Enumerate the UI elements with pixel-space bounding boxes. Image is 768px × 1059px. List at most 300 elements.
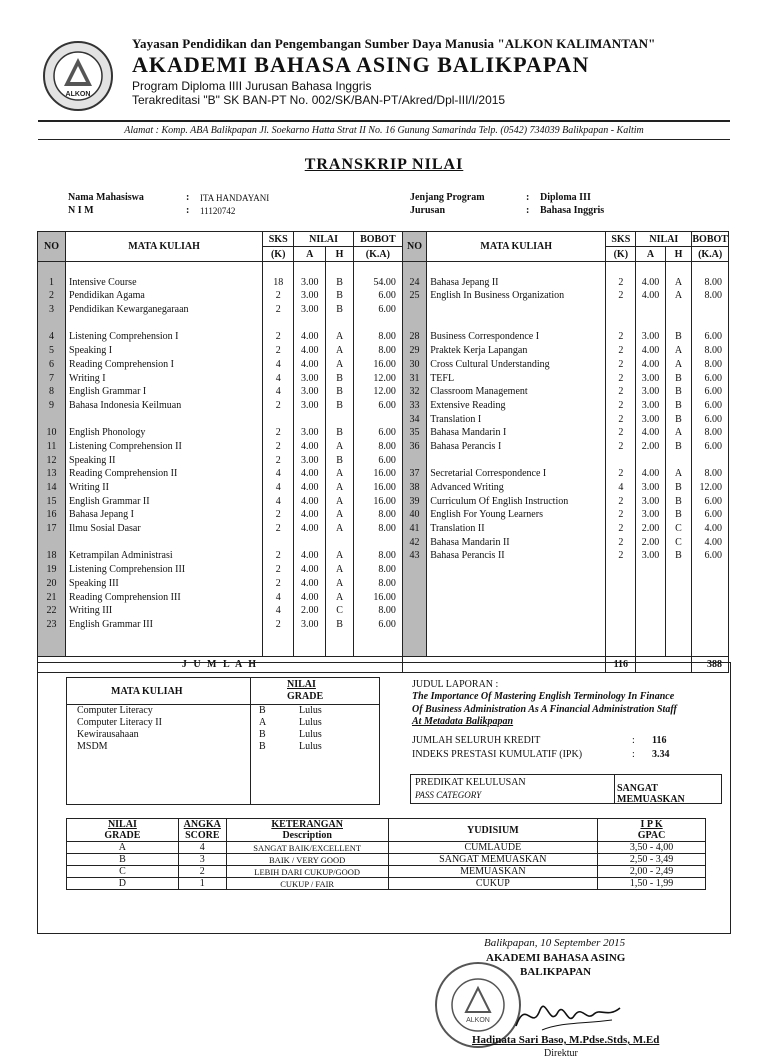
course-name: Listening Comprehension I — [69, 331, 179, 343]
gpac-subheader: GPAC — [637, 830, 666, 841]
row-spacer — [692, 262, 728, 276]
course-grade-point — [636, 303, 664, 317]
course-sks: 2 — [618, 509, 624, 521]
major-label: Jurusan — [410, 205, 446, 216]
course-no: 11 — [46, 440, 57, 452]
gpa-value: 3.34 — [652, 749, 670, 760]
grade-scale-table — [66, 818, 706, 890]
extra-course-row — [67, 729, 379, 741]
predicate-label: PREDIKAT KELULUSAN — [415, 777, 526, 788]
grade-scale-desc: SANGAT BAIK/EXCELLENT — [226, 842, 388, 854]
course-letter-grade: A — [335, 345, 344, 357]
course-grade-point: 4.00 — [301, 591, 319, 603]
stamp-line-2: BALIKPAPAN — [520, 966, 592, 978]
extra-course-row — [67, 717, 379, 729]
row-spacer — [606, 262, 635, 276]
col-sks-sub: (K) — [263, 247, 294, 262]
course-letter-grade: A — [674, 358, 683, 370]
col-course: MATA KULIAH — [427, 232, 606, 262]
course-weight: 6.00 — [378, 618, 396, 630]
course-no: 14 — [46, 482, 57, 493]
course-name: Bahasa Jepang I — [69, 509, 135, 521]
extra-course-header: MATA KULIAH — [111, 686, 183, 697]
course-name: English In Business Organization — [430, 290, 565, 302]
course-no: 28 — [409, 331, 420, 343]
course-grade-point: 3.00 — [641, 399, 660, 411]
course-name — [66, 413, 262, 427]
extra-course-name: MSDM — [77, 741, 108, 752]
place-date: Balikpapan, 10 September 2015 — [484, 937, 626, 949]
course-name — [427, 317, 605, 331]
extra-nilai-header: NILAI — [287, 679, 316, 690]
course-letter-grade: C — [675, 536, 682, 548]
course-name: Advanced Writing — [430, 482, 504, 493]
course-no: 36 — [409, 440, 420, 452]
course-grade-point: 2.00 — [301, 605, 319, 617]
program-level: Diploma III — [540, 192, 591, 203]
course-sks: 4 — [275, 591, 281, 603]
course-letter-grade: C — [675, 523, 682, 535]
course-weight: 12.00 — [699, 482, 722, 493]
course-name: Bahasa Perancis II — [430, 550, 505, 562]
course-no: 13 — [46, 468, 57, 480]
col-a: A — [294, 247, 326, 262]
program-level-label: Jenjang Program — [410, 192, 485, 203]
colon: : — [526, 205, 530, 216]
course-sks: 2 — [275, 440, 281, 452]
course-weight: 12.00 — [373, 372, 396, 384]
predicate-box — [410, 774, 722, 804]
course-name: Reading Comprehension II — [69, 468, 178, 480]
course-no: 2 — [49, 290, 55, 302]
course-no: 41 — [409, 523, 420, 535]
course-sks: 2 — [618, 345, 624, 357]
course-weight: 8.00 — [378, 577, 396, 589]
course-name: English Grammar I — [69, 386, 147, 398]
divider — [614, 775, 615, 803]
course-grade-point — [636, 454, 664, 468]
course-no: 38 — [409, 482, 420, 493]
row-spacer — [326, 262, 353, 276]
predicate-sublabel: PASS CATEGORY — [415, 790, 482, 800]
course-weight: 8.00 — [378, 523, 396, 535]
right-a-column — [636, 262, 665, 657]
col-sks: SKS — [606, 232, 636, 247]
course-grade-point: 4.00 — [301, 440, 319, 452]
extra-grade-header: GRADE — [287, 691, 324, 702]
course-letter-grade: B — [336, 290, 343, 302]
ipk-title: I P K — [640, 819, 663, 830]
course-weight: 8.00 — [704, 427, 722, 439]
extra-course-result: Lulus — [299, 741, 322, 752]
course-no: 30 — [409, 358, 420, 370]
director-position: Direktur — [544, 1048, 578, 1059]
predicate-value: SANGAT MEMUASKAN — [617, 783, 685, 805]
course-no: 1 — [49, 276, 55, 288]
course-no: 22 — [46, 605, 57, 617]
course-no: 23 — [46, 618, 57, 630]
course-weight: 6.00 — [704, 495, 722, 507]
report-title-line: The Importance Of Mastering English Terminology In Finance — [412, 691, 675, 702]
course-no: 15 — [46, 495, 57, 507]
course-weight: 8.00 — [378, 550, 396, 562]
course-name: Classroom Management — [430, 386, 528, 398]
course-letter-grade: A — [335, 440, 344, 452]
course-sks: 2 — [618, 372, 624, 384]
course-name: Speaking I — [69, 345, 113, 357]
course-no: 39 — [409, 495, 420, 507]
course-sks: 2 — [618, 331, 624, 343]
extra-course-result: Lulus — [299, 717, 322, 728]
course-grade-point: 4.00 — [641, 276, 660, 288]
col-a: A — [636, 247, 665, 262]
grade-subheader: GRADE — [104, 830, 141, 841]
course-sks — [263, 317, 293, 331]
course-no — [38, 413, 65, 427]
course-grade-point: 4.00 — [301, 523, 319, 535]
course-grade-point: 3.00 — [301, 399, 319, 411]
course-letter-grade: B — [336, 427, 343, 439]
course-letter-grade: A — [335, 523, 344, 535]
right-bobot-column — [692, 262, 729, 657]
course-name — [66, 317, 262, 331]
header-divider — [38, 120, 730, 122]
grade-scale-grade: B — [67, 854, 179, 866]
course-letter-grade: B — [675, 372, 682, 384]
course-letter-grade — [326, 317, 353, 331]
angka-header: ANGKA — [183, 819, 221, 830]
course-letter-grade: B — [675, 495, 682, 507]
course-sks — [606, 303, 635, 317]
grade-scale-grade: C — [67, 866, 179, 878]
course-no: 4 — [49, 331, 55, 343]
course-no: 10 — [46, 427, 57, 439]
col-bobot: BOBOT — [353, 232, 402, 247]
course-sks: 2 — [618, 290, 624, 302]
colon: : — [186, 205, 190, 216]
grade-header — [67, 819, 179, 842]
left-no-column — [38, 262, 66, 657]
course-sks: 2 — [275, 331, 281, 343]
report-label: JUDUL LAPORAN : — [412, 679, 499, 690]
course-sks: 4 — [618, 482, 624, 493]
col-bobot-sub: (K.A) — [692, 247, 729, 262]
course-weight — [354, 317, 402, 331]
course-weight: 12.00 — [373, 386, 396, 398]
foundation-name: Yayasan Pendidikan dan Pengembangan Sumber Daya Manusia "ALKON KALIMANTAN" — [132, 36, 656, 51]
course-letter-grade — [666, 454, 692, 468]
course-weight: 8.00 — [704, 276, 722, 288]
course-grade-point: 4.00 — [641, 290, 660, 302]
course-weight: 8.00 — [704, 468, 722, 480]
col-h: H — [326, 247, 354, 262]
course-letter-grade — [666, 317, 692, 331]
course-name: Reading Comprehension I — [69, 358, 175, 370]
score-subheader: SCORE — [185, 830, 220, 841]
course-grade-point: 2.00 — [641, 523, 660, 535]
course-weight: 6.00 — [704, 331, 722, 343]
course-name: Praktek Kerja Lapangan — [430, 345, 528, 357]
course-sks: 2 — [618, 413, 624, 425]
course-letter-grade: B — [336, 386, 343, 398]
course-grade-point: 2.00 — [641, 440, 660, 452]
student-nim-label: N I M — [68, 205, 94, 216]
course-grade-point: 3.00 — [641, 550, 660, 562]
course-sks: 2 — [275, 577, 281, 589]
course-grade-point: 4.00 — [301, 345, 319, 357]
course-name: English Phonology — [69, 427, 146, 439]
course-no: 8 — [49, 386, 55, 398]
course-weight: 6.00 — [704, 440, 722, 452]
academy-name: AKADEMI BAHASA ASING BALIKPAPAN — [132, 52, 590, 77]
course-weight — [354, 536, 402, 550]
course-no: 6 — [49, 358, 55, 370]
grade-scale-score: 4 — [178, 842, 226, 854]
course-sks: 2 — [275, 618, 281, 630]
course-grade-point: 3.00 — [641, 495, 660, 507]
course-name: Ilmu Sosial Dasar — [69, 523, 141, 535]
course-no: 40 — [409, 509, 420, 521]
course-no — [403, 317, 426, 331]
course-weight: 6.00 — [704, 372, 722, 384]
col-sks-sub: (K) — [606, 247, 636, 262]
course-sks: 2 — [618, 399, 624, 411]
extra-course-name: Computer Literacy II — [77, 717, 162, 728]
course-name: Speaking III — [69, 577, 119, 589]
course-letter-grade: B — [675, 331, 682, 343]
col-bobot-sub: (K.A) — [353, 247, 402, 262]
grade-scale-yud: CUMLAUDE — [388, 842, 598, 854]
course-sks: 4 — [275, 495, 281, 507]
ipk-header — [598, 819, 706, 842]
grade-scale-grade: D — [67, 878, 179, 890]
student-name-label: Nama Mahasiswa — [68, 192, 144, 203]
student-name: ITA HANDAYANI — [200, 193, 270, 203]
course-letter-grade: B — [336, 304, 343, 316]
course-sks: 4 — [275, 482, 281, 493]
row-spacer — [427, 262, 605, 276]
extra-course-result: Lulus — [299, 729, 322, 740]
grade-scale-desc: CUKUP / FAIR — [226, 878, 388, 890]
course-grade-point: 4.00 — [641, 427, 660, 439]
course-sks: 4 — [275, 386, 281, 398]
course-sks — [606, 317, 635, 331]
left-a-column — [294, 262, 326, 657]
grade-scale-yud: SANGAT MEMUASKAN — [388, 854, 598, 866]
course-grade-point: 4.00 — [641, 358, 660, 370]
extra-courses-box — [66, 677, 380, 805]
course-weight: 6.00 — [704, 386, 722, 398]
grade-scale-ipk: 1,50 - 1,99 — [598, 878, 706, 890]
course-letter-grade: A — [335, 550, 344, 562]
course-name: Bahasa Perancis I — [430, 440, 502, 452]
stamp-line-1: AKADEMI BAHASA ASING — [486, 952, 626, 964]
extra-course-list — [67, 705, 379, 753]
course-sks: 4 — [275, 372, 281, 384]
course-name: Secretarial Correspondence I — [430, 468, 547, 480]
course-sks: 2 — [618, 468, 624, 480]
course-weight: 8.00 — [378, 605, 396, 617]
course-name: Bahasa Indonesia Keilmuan — [69, 399, 182, 411]
row-spacer — [666, 262, 692, 276]
course-name: TEFL — [430, 372, 455, 384]
course-name: Cross Cultural Understanding — [430, 358, 550, 370]
course-name — [427, 454, 605, 468]
course-sks: 2 — [275, 523, 281, 535]
grade-scale-score: 1 — [178, 878, 226, 890]
course-sks — [606, 454, 635, 468]
col-h: H — [665, 247, 692, 262]
course-letter-grade: A — [674, 345, 683, 357]
grade-scale-ipk: 2,50 - 3,49 — [598, 854, 706, 866]
grade-scale-row — [67, 842, 706, 854]
course-letter-grade: B — [336, 372, 343, 384]
grade-scale-row — [67, 866, 706, 878]
course-grade-point: 4.00 — [301, 495, 319, 507]
course-weight: 6.00 — [704, 399, 722, 411]
extra-course-grade: A — [259, 717, 267, 728]
course-grade-point: 4.00 — [641, 345, 660, 357]
row-spacer — [263, 262, 293, 276]
course-sks: 2 — [618, 386, 624, 398]
row-spacer — [38, 262, 65, 276]
course-letter-grade: C — [336, 605, 343, 617]
course-sks: 2 — [618, 427, 624, 439]
course-sks: 2 — [275, 454, 281, 466]
program-line: Program Diploma IIII Jurusan Bahasa Inggris — [132, 79, 372, 93]
colon: : — [186, 192, 190, 203]
total-sks: 116 — [606, 657, 636, 673]
course-letter-grade: A — [674, 276, 683, 288]
course-letter-grade: A — [335, 577, 344, 589]
extra-course-name: Computer Literacy — [77, 705, 153, 716]
course-grade-point: 4.00 — [301, 331, 319, 343]
grade-scale-score: 3 — [178, 854, 226, 866]
col-nilai: NILAI — [294, 232, 354, 247]
col-sks: SKS — [263, 232, 294, 247]
course-weight: 6.00 — [378, 290, 396, 302]
course-letter-grade — [326, 413, 353, 427]
extra-course-row — [67, 741, 379, 753]
col-no: NO — [402, 232, 426, 262]
course-weight: 8.00 — [378, 331, 396, 343]
course-sks: 2 — [618, 523, 624, 535]
course-name: Pendidikan Agama — [69, 290, 145, 302]
grade-scale-desc: LEBIH DARI CUKUP/GOOD — [226, 866, 388, 878]
course-sks: 4 — [275, 358, 281, 370]
course-no: 5 — [49, 345, 55, 357]
course-weight: 8.00 — [704, 290, 722, 302]
course-no: 19 — [46, 564, 57, 576]
course-weight: 6.00 — [378, 427, 396, 439]
course-weight: 8.00 — [378, 509, 396, 521]
report-title-line: At Metadata Balikpapan — [412, 716, 514, 727]
course-letter-grade: B — [336, 618, 343, 630]
course-no: 24 — [409, 276, 420, 288]
major: Bahasa Inggris — [540, 205, 605, 216]
course-letter-grade: B — [675, 509, 682, 521]
grade-scale-desc: BAIK / VERY GOOD — [226, 854, 388, 866]
right-course-column — [427, 262, 606, 657]
course-grade-point: 2.00 — [641, 536, 660, 548]
course-weight: 8.00 — [704, 345, 722, 357]
course-name: Reading Comprehension III — [69, 591, 181, 603]
course-name: Writing II — [69, 482, 109, 493]
course-name: Translation II — [430, 523, 485, 535]
right-h-column — [665, 262, 692, 657]
address-line: Alamat : Komp. ABA Balikpapan Jl. Soekarno Hatta Strat II No. 16 Gunung Samarinda Telp. (0542) 734039 Balikpapan - Kaltim — [124, 125, 644, 136]
course-grade-point: 3.00 — [301, 290, 319, 302]
course-letter-grade: B — [336, 399, 343, 411]
course-no: 9 — [49, 399, 55, 411]
course-weight: 16.00 — [373, 591, 396, 603]
description-header — [226, 819, 388, 842]
row-spacer — [636, 262, 664, 276]
course-letter-grade: A — [335, 468, 344, 480]
course-weight: 4.00 — [704, 536, 722, 548]
course-grade-point: 3.00 — [641, 372, 660, 384]
course-no — [38, 317, 65, 331]
course-name: Bahasa Mandarin II — [430, 536, 510, 548]
course-sks: 2 — [275, 304, 281, 316]
course-letter-grade: A — [335, 358, 344, 370]
course-no: 29 — [409, 345, 420, 357]
course-letter-grade — [326, 536, 353, 550]
course-name: Writing III — [69, 605, 113, 617]
course-letter-grade: B — [336, 276, 343, 288]
grade-scale-row — [67, 854, 706, 866]
credits-label: JUMLAH SELURUH KREDIT — [412, 735, 541, 746]
course-grade-point: 3.00 — [301, 386, 319, 398]
course-grade-point: 3.00 — [301, 618, 319, 630]
row-spacer — [294, 262, 325, 276]
course-sks: 2 — [618, 495, 624, 507]
course-name: Listening Comprehension II — [69, 440, 182, 452]
extra-course-row — [67, 705, 379, 717]
course-no: 16 — [46, 509, 57, 521]
course-sks: 4 — [275, 605, 281, 617]
total-credits: 116 — [652, 735, 667, 746]
course-no: 25 — [409, 290, 420, 302]
course-sks: 18 — [273, 276, 284, 288]
course-name: Speaking II — [69, 454, 116, 466]
left-bobot-column — [353, 262, 402, 657]
course-letter-grade: A — [335, 482, 344, 493]
course-name: Business Correspondence I — [430, 331, 540, 343]
keterangan-header: KETERANGAN — [271, 819, 343, 830]
course-letter-grade: A — [674, 290, 683, 302]
course-letter-grade: B — [675, 413, 682, 425]
director-name: Hadinata Sari Baso, M.Pdse.Stds, M.Ed — [472, 1034, 660, 1046]
gpa-label: INDEKS PRESTASI KUMULATIF (IPK) — [412, 749, 583, 760]
course-weight — [692, 317, 728, 331]
course-no: 33 — [409, 399, 420, 411]
col-nilai: NILAI — [636, 232, 692, 247]
course-no: 7 — [49, 372, 55, 384]
course-grade-point — [294, 317, 325, 331]
course-grade-point: 4.00 — [301, 482, 319, 493]
course-no: 20 — [46, 577, 57, 589]
transcript-table — [37, 231, 729, 673]
course-weight: 16.00 — [373, 468, 396, 480]
course-sks: 4 — [275, 468, 281, 480]
course-letter-grade: A — [674, 427, 683, 439]
course-sks: 2 — [618, 358, 624, 370]
course-weight: 6.00 — [378, 399, 396, 411]
course-sks: 2 — [618, 536, 624, 548]
course-weight: 6.00 — [704, 550, 722, 562]
left-course-column — [66, 262, 263, 657]
